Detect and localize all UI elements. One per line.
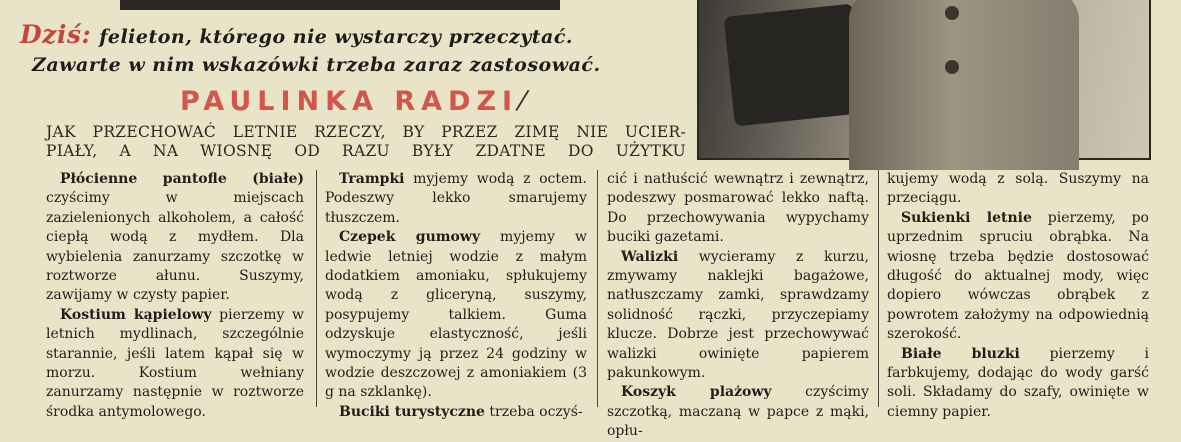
paragraph — [325, 403, 587, 422]
paragraph-text: myjemy wodą z octem. Podeszwy lekko smarujemy tłuszczem. — [325, 171, 587, 226]
paragraph — [887, 345, 1149, 423]
paragraph-lead: Płócienne pantofle (białe) — [60, 171, 304, 187]
paragraph-lead: Sukienki letnie — [901, 209, 1032, 226]
intro-line-2: Zawarte w nim wskazówki trzeba zaraz zastosować. — [32, 54, 601, 76]
article-column-3 — [607, 170, 869, 440]
headline-slash-mark: ⁄ — [520, 86, 525, 117]
paragraph — [46, 306, 304, 422]
column-rule — [597, 170, 598, 407]
paragraph-text: pierzemy, po uprzednim spruciu obrąbka. Na wiosnę trzeba będzie dostosować długość do aktualnej mody, więc dopiero wówczas obrąbek z powrotem założymy na odpowiednią szerokość. — [887, 209, 1149, 343]
headline — [180, 86, 525, 117]
paragraph-lead: Czepek gumowy — [339, 229, 481, 246]
photo-coat — [849, 0, 1079, 170]
paragraph-text: trzeba oczyś- — [484, 403, 583, 420]
paragraph — [607, 383, 869, 441]
subtitle — [46, 123, 686, 161]
article-column-4 — [887, 170, 1149, 420]
subtitle-line-1: JAK PRZECHOWAĆ LETNIE RZECZY, BY PRZEZ ZIMĘ NIE UCIER- — [46, 123, 686, 141]
dzis-label: Dziś: — [20, 20, 92, 49]
paragraph — [325, 228, 587, 403]
paragraph — [607, 170, 869, 248]
article-column-1 — [46, 170, 304, 420]
paragraph-lead: Walizki — [621, 248, 679, 265]
column-rule — [878, 170, 879, 407]
headline-text: PAULINKA RADZI — [180, 86, 519, 117]
paragraph-text: wycieramy z kurzu, zmywamy naklejki bagażowe, natłuszczamy zamki, sprawdzamy solidność rączki, przyczepiamy klucze. Dobrze jest przechowywać walizki owinięte papierem pakunkowym. — [607, 248, 869, 382]
paragraph-text: kujemy wodą z solą. Suszymy na przeciągu. — [887, 171, 1149, 207]
paragraph — [325, 170, 587, 228]
photo-coat-button — [945, 6, 959, 20]
article-column-2 — [325, 170, 587, 420]
paragraph-text: pierzemy w letnich mydlinach, szczególnie starannie, jeśli latem kąpał się w morzu. Kostium wełniany zanurzamy następnie w roztworze środka antymolowego. — [46, 306, 304, 420]
paragraph-lead: Kostium kąpielowy — [60, 306, 212, 323]
paragraph — [607, 248, 869, 384]
top-photo-edge — [120, 0, 560, 10]
paragraph-lead: Trampki — [339, 171, 405, 187]
photo-coat-button — [945, 60, 959, 74]
paragraph — [46, 170, 304, 306]
paragraph-lead: Koszyk plażowy — [621, 384, 772, 401]
paragraph — [887, 170, 1149, 209]
photo-suitcase — [724, 4, 865, 127]
paragraph-text: cić i natłuścić wewnątrz i zewnątrz, podeszwy posmarować lekko naftą. Do przechowywania wypychamy buciki gazetami. — [607, 171, 869, 246]
column-rule — [316, 170, 317, 407]
intro-line-1 — [20, 20, 573, 49]
paragraph-lead: Buciki turystyczne — [339, 403, 485, 420]
article-photo — [697, 0, 1151, 160]
intro-text-1: felieton, którego nie wystarczy przeczytać. — [99, 26, 574, 48]
paragraph-text: czyścimy w miejscach zazielenionych alkoholem, a całość ciepłą wodą z mydłem. Dla wybielenia zanurzamy szczotkę w roztworze ałunu. Suszymy, zawijamy w czysty papier. — [46, 190, 304, 304]
paragraph-lead: Białe bluzki — [901, 345, 1020, 362]
paragraph — [887, 209, 1149, 345]
paragraph-text: pierzemy i farbkujemy, dodając do wody garść soli. Składamy do szafy, owinięte w ciemny papier. — [887, 345, 1149, 420]
paragraph-text: myjemy w ledwie letniej wodzie z małym dodatkiem amoniaku, spłukujemy wodą z gliceryną, suszymy, posypujemy talkiem. Guma odzyskuje elastyczność, jeśli wymoczymy ją przez 24 godziny w wodzie deszczowej z amoniakiem (3 g na szklankę). — [325, 229, 587, 401]
subtitle-line-2: PIAŁY, A NA WIOSNĘ OD RAZU BYŁY ZDATNE DO UŻYTKU — [46, 142, 686, 160]
paragraph-text: czyścimy szczotką, maczaną w papce z mąki, opłu- — [607, 384, 869, 440]
